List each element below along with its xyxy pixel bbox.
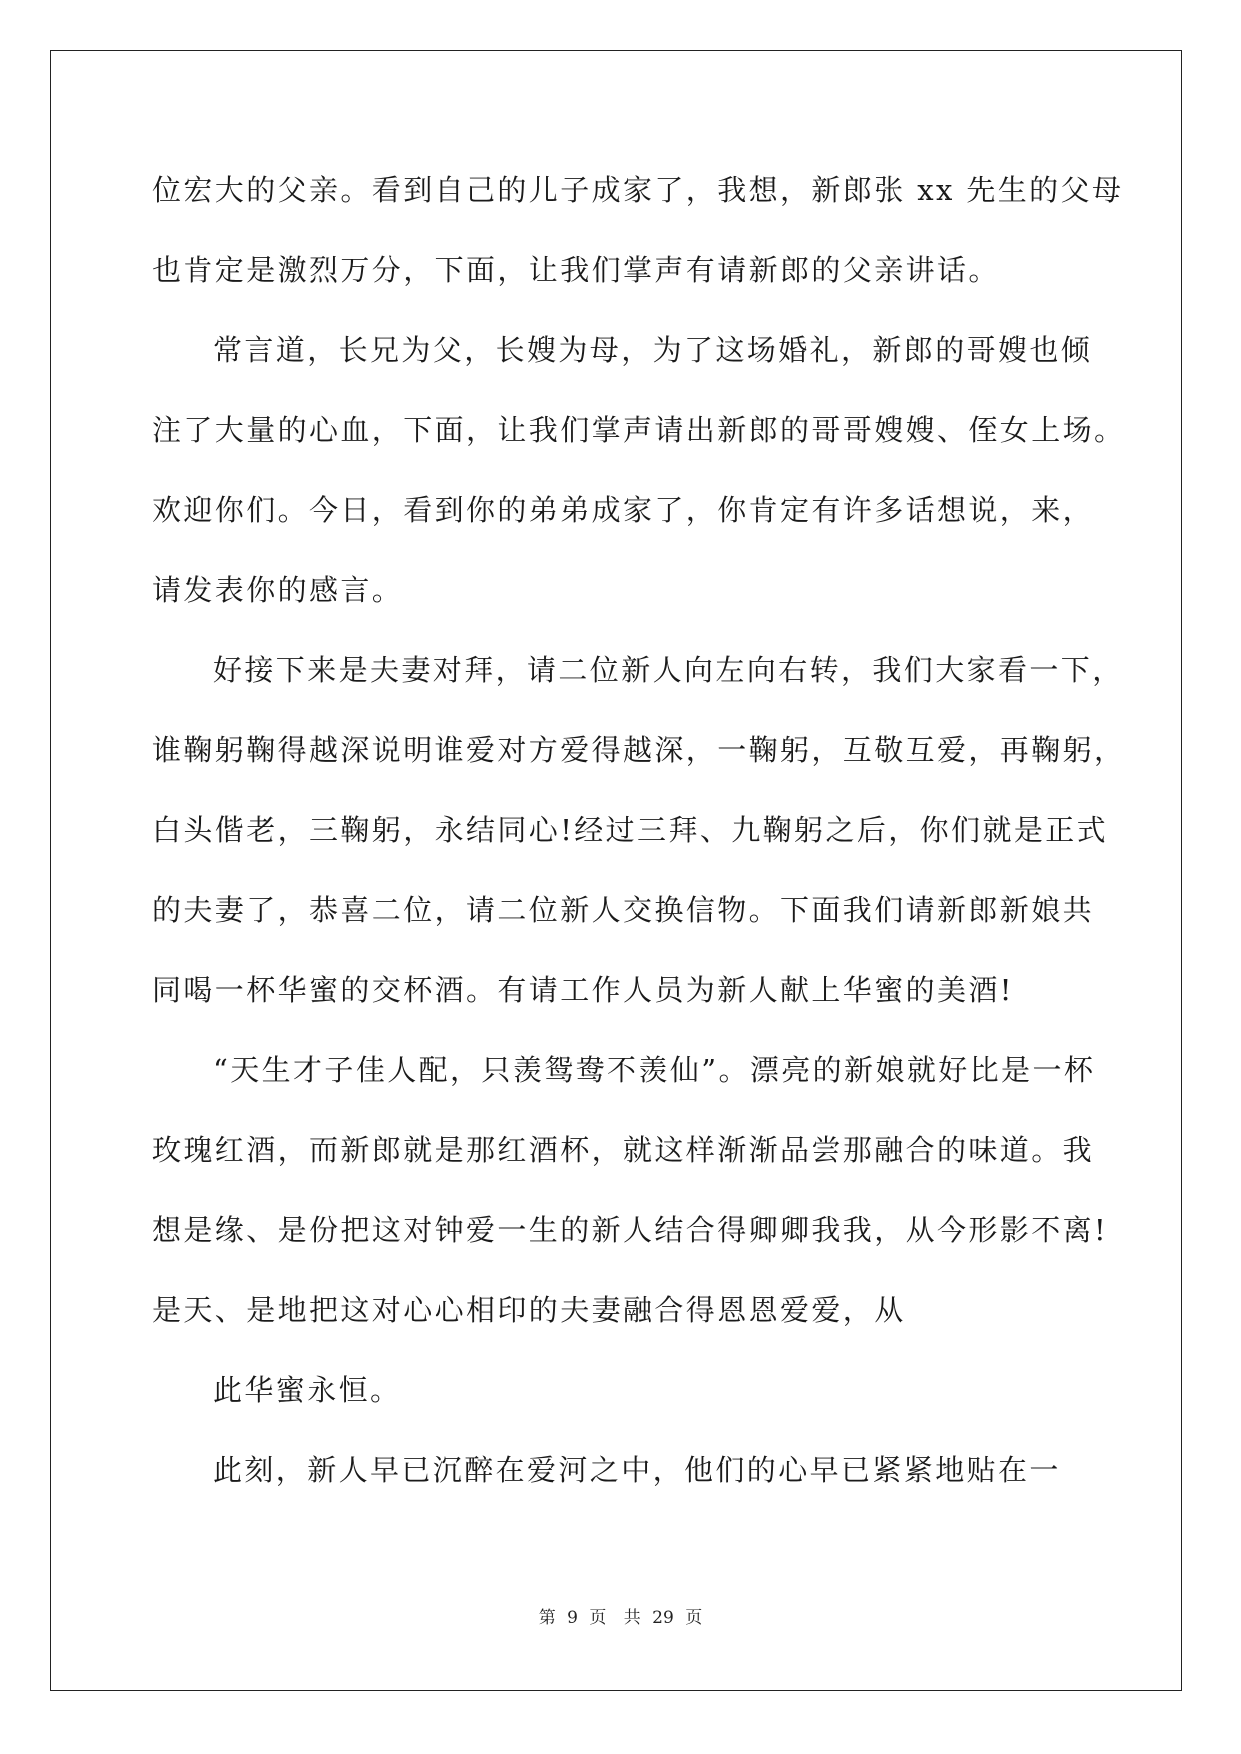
text-line-8: 谁鞠躬鞠得越深说明谁爱对方爱得越深，一鞠躬，互敬互爱，再鞠躬， bbox=[152, 733, 1126, 767]
text-line-2: 也肯定是激烈万分，下面，让我们掌声有请新郎的父亲讲话。 bbox=[152, 253, 1000, 287]
total-pages-label: 共 29 页 bbox=[623, 1608, 703, 1628]
text-line-9: 白头偕老，三鞠躬，永结同心!经过三拜、九鞠躬之后，你们就是正式 bbox=[152, 813, 1109, 847]
text-line-10: 的夫妻了，恭喜二位，请二位新人交换信物。下面我们请新郎新娘共 bbox=[152, 893, 1095, 927]
text-line-11: 同喝一杯华蜜的交杯酒。有请工作人员为新人献上华蜜的美酒! bbox=[152, 973, 1014, 1007]
text-line-3: 常言道，长兄为父，长嫂为母，为了这场婚礼，新郎的哥嫂也倾 bbox=[213, 333, 1093, 367]
text-line-12: “天生才子佳人配，只羡鸳鸯不羡仙”。漂亮的新娘就好比是一杯 bbox=[213, 1053, 1096, 1087]
text-line-1: 位宏大的父亲。看到自己的儿子成家了，我想，新郎张 xx 先生的父母 bbox=[152, 173, 1124, 207]
current-page-label: 第 9 页 bbox=[538, 1608, 607, 1628]
text-line-16: 此华蜜永恒。 bbox=[213, 1373, 402, 1407]
text-line-14: 想是缘、是份把这对钟爱一生的新人结合得卿卿我我，从今形影不离! bbox=[152, 1213, 1109, 1247]
text-line-15: 是天、是地把这对心心相印的夫妻融合得恩恩爱爱，从 bbox=[152, 1293, 906, 1327]
page-border bbox=[50, 50, 1182, 1691]
text-line-6: 请发表你的感言。 bbox=[152, 573, 404, 607]
text-line-7: 好接下来是夫妻对拜，请二位新人向左向右转，我们大家看一下， bbox=[213, 653, 1124, 687]
text-line-17: 此刻，新人早已沉醉在爱河之中，他们的心早已紧紧地贴在一 bbox=[213, 1453, 1061, 1487]
text-line-13: 玫瑰红酒，而新郎就是那红酒杯，就这样渐渐品尝那融合的味道。我 bbox=[152, 1133, 1095, 1167]
text-line-5: 欢迎你们。今日，看到你的弟弟成家了，你肯定有许多话想说，来， bbox=[152, 493, 1095, 527]
text-line-4: 注了大量的心血，下面，让我们掌声请出新郎的哥哥嫂嫂、侄女上场。 bbox=[152, 413, 1126, 447]
page-footer bbox=[0, 1603, 1241, 1628]
